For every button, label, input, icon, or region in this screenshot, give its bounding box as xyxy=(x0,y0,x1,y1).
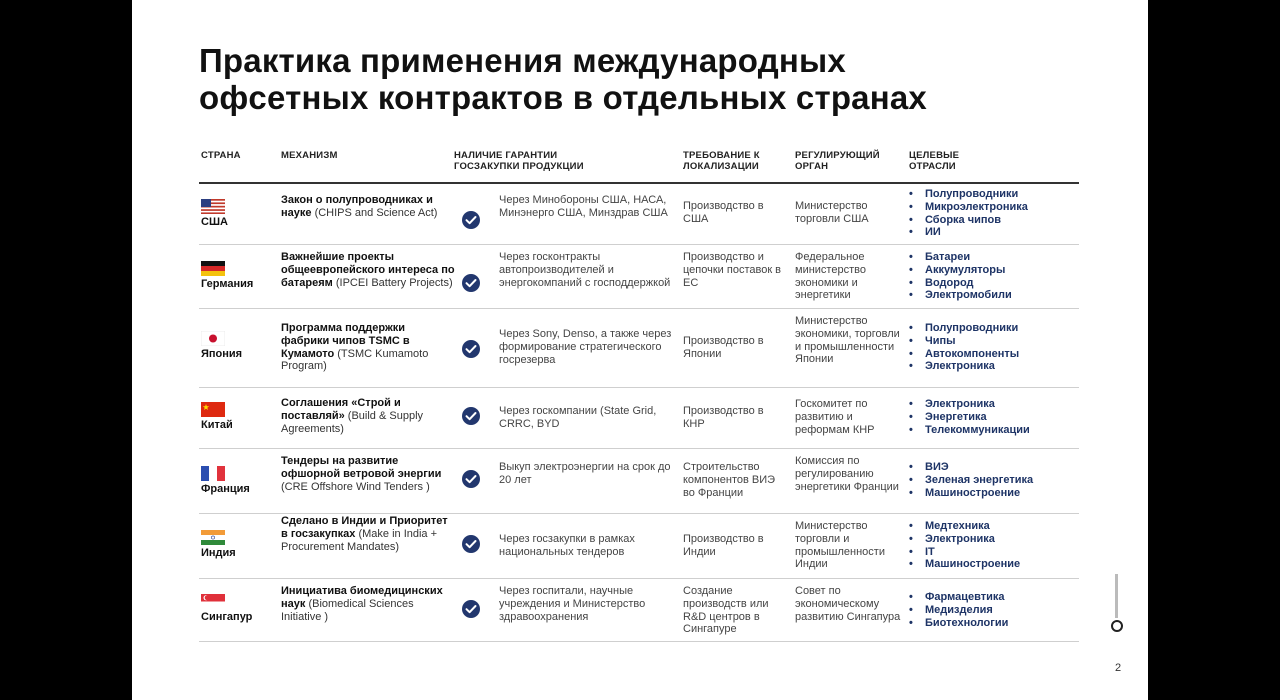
mechanism-cell xyxy=(281,251,456,289)
industry-item: • Телекоммуникации xyxy=(909,424,1079,437)
table-row xyxy=(199,245,1079,309)
delivery-cell: Через госпитали, научные учреждения и Министерство здравоохранения xyxy=(499,585,646,623)
localization-cell: Создание производств или R&D центров в Сингапуре xyxy=(683,585,769,636)
industries-list xyxy=(909,520,1079,571)
country-cell xyxy=(201,199,271,229)
page-number: 2 xyxy=(1115,662,1122,674)
industry-item: • Биотехнологии xyxy=(909,617,1079,630)
table-row xyxy=(199,388,1079,449)
flag-japan-icon xyxy=(201,331,225,346)
industry-item: • Энергетика xyxy=(909,411,1079,424)
regulator-cell: Министерство торговли и промышленности Индии xyxy=(795,520,885,571)
table-row xyxy=(199,449,1079,514)
table-header xyxy=(199,146,1079,184)
industries-cell xyxy=(909,322,1079,373)
country-name: США xyxy=(201,216,228,228)
localization-cell: Производство в Индии xyxy=(683,533,764,558)
check-circle-icon xyxy=(461,210,481,230)
country-name: Германия xyxy=(201,278,254,290)
check-circle-icon xyxy=(461,469,481,489)
table-row xyxy=(199,184,1079,245)
check-circle-icon xyxy=(461,599,481,619)
table-row xyxy=(199,309,1079,388)
title-line-2: офсетных контрактов в отдельных странах xyxy=(199,79,927,116)
country-cell xyxy=(201,331,271,361)
flag-china-icon xyxy=(201,402,225,417)
slide xyxy=(132,0,1148,700)
regulator-cell: Министерство экономики, торговли и промышленности Японии xyxy=(795,315,900,366)
offset-table xyxy=(199,146,1079,642)
industry-item: • IT xyxy=(909,546,1079,559)
flag-france-icon xyxy=(201,466,225,481)
industry-item: • ИИ xyxy=(909,226,1079,239)
flag-usa-icon xyxy=(201,199,225,214)
header-industries: ЦЕЛЕВЫЕ ОТРАСЛИ xyxy=(909,150,960,172)
industry-item: • Микроэлектроника xyxy=(909,201,1079,214)
industries-list xyxy=(909,188,1079,239)
country-name: Франция xyxy=(201,483,250,495)
country-cell xyxy=(201,594,271,624)
country-name: Китай xyxy=(201,419,233,431)
country-cell xyxy=(201,466,271,496)
mechanism-cell xyxy=(281,322,456,373)
localization-cell: Производство и цепочки поставок в ЕС xyxy=(683,251,782,289)
country-cell xyxy=(201,402,271,432)
table-row xyxy=(199,514,1079,579)
industry-item: • Полупроводники xyxy=(909,188,1079,201)
regulator-cell: Госкомитет по развитию и реформам КНР xyxy=(795,398,875,436)
industry-item: • Электроника xyxy=(909,398,1079,411)
header-country: СТРАНА xyxy=(201,150,241,161)
mechanism-cell xyxy=(281,397,456,435)
country-name: Индия xyxy=(201,547,236,559)
delivery-cell: Через Sony, Denso, а также через формирование стратегического госрезерва xyxy=(499,328,672,366)
industries-cell xyxy=(909,520,1079,571)
industry-item: • Медтехника xyxy=(909,520,1079,533)
mechanism-subtitle: (Build & Supply Agreements) xyxy=(281,409,424,435)
mechanism-title: Тендеры на развитие офшорной ветровой энергии xyxy=(281,455,442,480)
mechanism-title: Важнейшие проекты общеевропейского интереса по батареям xyxy=(281,251,455,289)
industry-item: • Медизделия xyxy=(909,604,1079,617)
header-mechanism: МЕХАНИЗМ xyxy=(281,150,338,161)
industries-cell xyxy=(909,591,1079,629)
mechanism-cell xyxy=(281,194,456,220)
industries-cell xyxy=(909,398,1079,436)
industries-cell xyxy=(909,461,1079,499)
localization-cell: Производство в Японии xyxy=(683,335,764,360)
localization-cell: Производство в КНР xyxy=(683,405,764,430)
industry-item: • ВИЭ xyxy=(909,461,1079,474)
regulator-cell: Федеральное министерство экономики и энергетики xyxy=(795,251,866,302)
delivery-cell: Через Минобороны США, НАСА, Минэнерго США, Минздрав США xyxy=(499,194,668,219)
industry-item: • Чипы xyxy=(909,335,1079,348)
flag-germany-icon xyxy=(201,261,225,276)
mechanism-title: Закон о полупроводниках и науке xyxy=(281,194,433,219)
mechanism-subtitle: (TSMC Kumamoto Program) xyxy=(281,347,429,373)
slide-title xyxy=(199,42,927,116)
mechanism-subtitle: (Biomedical Sciences Initiative ) xyxy=(281,597,414,623)
country-name: Япония xyxy=(201,348,243,360)
industries-list xyxy=(909,398,1079,436)
mechanism-subtitle: (IPCEI Battery Projects) xyxy=(332,276,453,289)
industry-item: • Фармацевтика xyxy=(909,591,1079,604)
check-circle-icon xyxy=(461,339,481,359)
industries-list xyxy=(909,591,1079,629)
industry-item: • Электроника xyxy=(909,360,1079,373)
industry-item: • Водород xyxy=(909,277,1079,290)
industry-item: • Сборка чипов xyxy=(909,214,1079,227)
check-circle-icon xyxy=(461,273,481,293)
delivery-cell: Через госконтракты автопроизводителей и энергокомпаний с господдержкой xyxy=(499,251,671,289)
mechanism-title: Сделано в Индии и Приоритет в госзакупках xyxy=(281,515,448,540)
country-name: Сингапур xyxy=(201,611,253,623)
title-line-1: Практика применения международных xyxy=(199,42,846,79)
mechanism-cell xyxy=(281,515,456,553)
regulator-cell: Совет по экономическому развитию Сингапура xyxy=(795,585,901,623)
mechanism-cell xyxy=(281,585,456,623)
industry-item: • Электромобили xyxy=(909,289,1079,302)
flag-india-icon xyxy=(201,530,225,545)
check-circle-icon xyxy=(461,406,481,426)
localization-cell: Производство в США xyxy=(683,200,764,225)
industry-item: • Полупроводники xyxy=(909,322,1079,335)
industries-cell xyxy=(909,251,1079,302)
brand-logo-icon xyxy=(1110,574,1124,634)
mechanism-title: Программа поддержки фабрики чипов TSMC в Кумамото xyxy=(281,322,410,360)
industry-item: • Зеленая энергетика xyxy=(909,474,1079,487)
industry-item: • Автокомпоненты xyxy=(909,348,1079,361)
mechanism-subtitle: (CHIPS and Science Act) xyxy=(311,206,438,219)
industries-list xyxy=(909,251,1079,302)
mechanism-title: Инициатива биомедицинских наук xyxy=(281,585,443,610)
industries-list xyxy=(909,461,1079,499)
localization-cell: Строительство компонентов ВИЭ во Франции xyxy=(683,461,776,499)
table-row xyxy=(199,579,1079,642)
industry-item: • Батареи xyxy=(909,251,1079,264)
mechanism-subtitle: (Make in India + Procurement Mandates) xyxy=(281,527,438,553)
industry-item: • Аккумуляторы xyxy=(909,264,1079,277)
industry-item: • Электроника xyxy=(909,533,1079,546)
flag-singapore-icon xyxy=(201,594,225,609)
industry-item: • Машиностроение xyxy=(909,487,1079,500)
header-regulator: РЕГУЛИРУЮЩИЙ ОРГАН xyxy=(795,150,880,172)
country-cell xyxy=(201,530,271,560)
mechanism-title: Соглашения «Строй и поставляй» xyxy=(281,397,401,422)
mechanism-subtitle: (CRE Offshore Wind Tenders ) xyxy=(281,480,430,493)
delivery-cell: Выкуп электроэнергии на срок до 20 лет xyxy=(499,461,671,486)
delivery-cell: Через госкомпании (State Grid, CRRC, BYD xyxy=(499,405,657,430)
industries-list xyxy=(909,322,1079,373)
industry-item: • Машиностроение xyxy=(909,558,1079,571)
header-localization: ТРЕБОВАНИЕ К ЛОКАЛИЗАЦИИ xyxy=(683,150,760,172)
regulator-cell: Комиссия по регулированию энергетики Франции xyxy=(795,455,899,493)
check-circle-icon xyxy=(461,534,481,554)
header-guarantee: НАЛИЧИЕ ГАРАНТИИ ГОСЗАКУПКИ ПРОДУКЦИИ xyxy=(454,150,584,172)
country-cell xyxy=(201,261,271,291)
mechanism-cell xyxy=(281,455,456,493)
delivery-cell: Через госзакупки в рамках национальных тендеров xyxy=(499,533,635,558)
industries-cell xyxy=(909,188,1079,239)
regulator-cell: Министерство торговли США xyxy=(795,200,869,225)
